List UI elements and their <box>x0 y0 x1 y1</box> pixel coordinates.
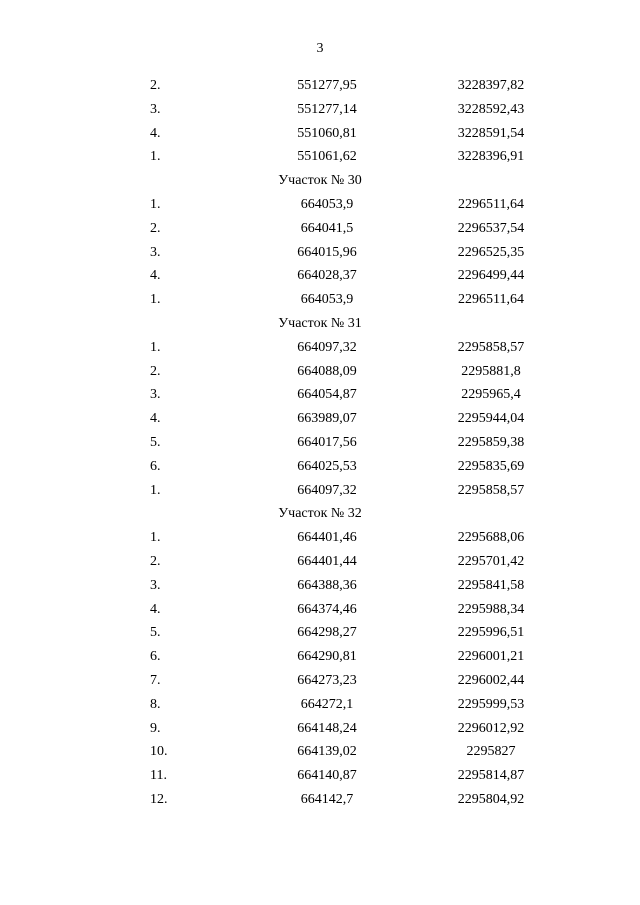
x-coordinate: 551060,81 <box>297 125 357 141</box>
table-row <box>0 693 640 717</box>
table-row <box>0 241 640 265</box>
point-number: 6. <box>150 458 161 474</box>
x-coordinate: 664140,87 <box>297 768 357 784</box>
x-coordinate: 664148,24 <box>297 720 357 736</box>
table-row <box>0 145 640 169</box>
point-number: 12. <box>150 791 168 807</box>
point-number: 1. <box>150 292 161 308</box>
point-number: 2. <box>150 553 161 569</box>
y-coordinate: 2295999,53 <box>457 696 525 712</box>
y-coordinate: 2295835,69 <box>457 458 525 474</box>
section-heading <box>0 312 640 336</box>
table-row <box>0 479 640 503</box>
section-heading <box>0 502 640 526</box>
point-number: 7. <box>150 672 161 688</box>
x-coordinate: 664041,5 <box>300 220 354 236</box>
x-coordinate: 664053,9 <box>300 196 354 212</box>
coordinates-table <box>0 74 640 812</box>
y-coordinate: 2295688,06 <box>457 530 525 546</box>
y-coordinate: 2296001,21 <box>457 649 525 665</box>
y-coordinate: 2295814,87 <box>457 768 525 784</box>
point-number: 5. <box>150 434 161 450</box>
x-coordinate: 664298,27 <box>297 625 357 641</box>
table-row <box>0 431 640 455</box>
point-number: 2. <box>150 363 161 379</box>
point-number: 10. <box>150 744 168 760</box>
x-coordinate: 664097,32 <box>297 339 357 355</box>
table-row <box>0 526 640 550</box>
y-coordinate: 2296511,64 <box>458 292 524 308</box>
x-coordinate: 663989,07 <box>297 411 357 427</box>
y-coordinate: 2296002,44 <box>457 672 525 688</box>
y-coordinate: 2296012,92 <box>457 720 525 736</box>
point-number: 3. <box>150 101 161 117</box>
x-coordinate: 664097,32 <box>297 482 357 498</box>
x-coordinate: 664142,7 <box>300 791 354 807</box>
x-coordinate: 551061,62 <box>297 149 357 165</box>
table-row <box>0 645 640 669</box>
x-coordinate: 664017,56 <box>297 434 357 450</box>
table-row <box>0 193 640 217</box>
y-coordinate: 3228397,82 <box>457 78 525 93</box>
table-row <box>0 717 640 741</box>
table-row <box>0 288 640 312</box>
table-row <box>0 122 640 146</box>
x-coordinate: 664088,09 <box>297 363 357 379</box>
x-coordinate: 664139,02 <box>297 744 357 760</box>
point-number: 2. <box>150 220 161 236</box>
table-row <box>0 621 640 645</box>
y-coordinate: 2295841,58 <box>457 577 525 593</box>
y-coordinate: 2295965,4 <box>461 387 521 403</box>
table-row <box>0 264 640 288</box>
table-row <box>0 550 640 574</box>
y-coordinate: 2295804,92 <box>457 791 525 807</box>
table-row <box>0 455 640 479</box>
x-coordinate: 664054,87 <box>297 387 357 403</box>
section-heading <box>0 169 640 193</box>
x-coordinate: 664273,23 <box>297 672 357 688</box>
x-coordinate: 664025,53 <box>297 458 357 474</box>
point-number: 4. <box>150 411 161 427</box>
page-number: 3 <box>316 41 324 56</box>
y-coordinate: 3228396,91 <box>457 149 525 165</box>
point-number: 6. <box>150 649 161 665</box>
table-row <box>0 360 640 384</box>
x-coordinate: 551277,95 <box>297 78 357 93</box>
section-heading-label: Участок № 30 <box>278 173 362 189</box>
point-number: 11. <box>150 768 167 784</box>
table-row <box>0 574 640 598</box>
y-coordinate: 2295858,57 <box>457 482 525 498</box>
table-row <box>0 74 640 98</box>
y-coordinate: 2295944,04 <box>457 411 525 427</box>
table-row <box>0 764 640 788</box>
y-coordinate: 2295859,38 <box>457 434 525 450</box>
point-number: 5. <box>150 625 161 641</box>
table-row <box>0 598 640 622</box>
point-number: 1. <box>150 482 161 498</box>
x-coordinate: 664015,96 <box>297 244 357 260</box>
section-heading-label: Участок № 32 <box>278 506 362 522</box>
point-number: 3. <box>150 577 161 593</box>
y-coordinate: 3228592,43 <box>457 101 525 117</box>
y-coordinate: 2296537,54 <box>457 220 525 236</box>
y-coordinate: 2295858,57 <box>457 339 525 355</box>
x-coordinate: 664272,1 <box>300 696 354 712</box>
point-number: 4. <box>150 125 161 141</box>
y-coordinate: 2295701,42 <box>457 553 525 569</box>
x-coordinate: 664290,81 <box>297 649 357 665</box>
x-coordinate: 664374,46 <box>297 601 357 617</box>
x-coordinate: 664401,46 <box>297 530 357 546</box>
section-heading-label: Участок № 31 <box>278 315 362 331</box>
x-coordinate: 551277,14 <box>297 101 357 117</box>
table-row <box>0 217 640 241</box>
point-number: 1. <box>150 530 161 546</box>
table-row <box>0 669 640 693</box>
table-row <box>0 788 640 812</box>
x-coordinate: 664028,37 <box>297 268 357 284</box>
y-coordinate: 2296525,35 <box>457 244 525 260</box>
table-row <box>0 383 640 407</box>
point-number: 1. <box>150 196 161 212</box>
point-number: 4. <box>150 268 161 284</box>
x-coordinate: 664053,9 <box>300 292 354 308</box>
point-number: 4. <box>150 601 161 617</box>
table-row <box>0 336 640 360</box>
point-number: 8. <box>150 696 161 712</box>
table-row <box>0 740 640 764</box>
y-coordinate: 2296511,64 <box>458 196 524 212</box>
y-coordinate: 3228591,54 <box>457 125 525 141</box>
table-row <box>0 98 640 122</box>
y-coordinate: 2296499,44 <box>457 268 525 284</box>
point-number: 3. <box>150 387 161 403</box>
point-number: 1. <box>150 149 161 165</box>
y-coordinate: 2295988,34 <box>457 601 525 617</box>
x-coordinate: 664401,44 <box>297 553 357 569</box>
point-number: 1. <box>150 339 161 355</box>
table-row <box>0 407 640 431</box>
point-number: 9. <box>150 720 161 736</box>
point-number: 2. <box>150 78 161 93</box>
y-coordinate: 2295827 <box>466 744 516 760</box>
y-coordinate: 2295881,8 <box>461 363 521 379</box>
x-coordinate: 664388,36 <box>297 577 357 593</box>
point-number: 3. <box>150 244 161 260</box>
y-coordinate: 2295996,51 <box>457 625 525 641</box>
